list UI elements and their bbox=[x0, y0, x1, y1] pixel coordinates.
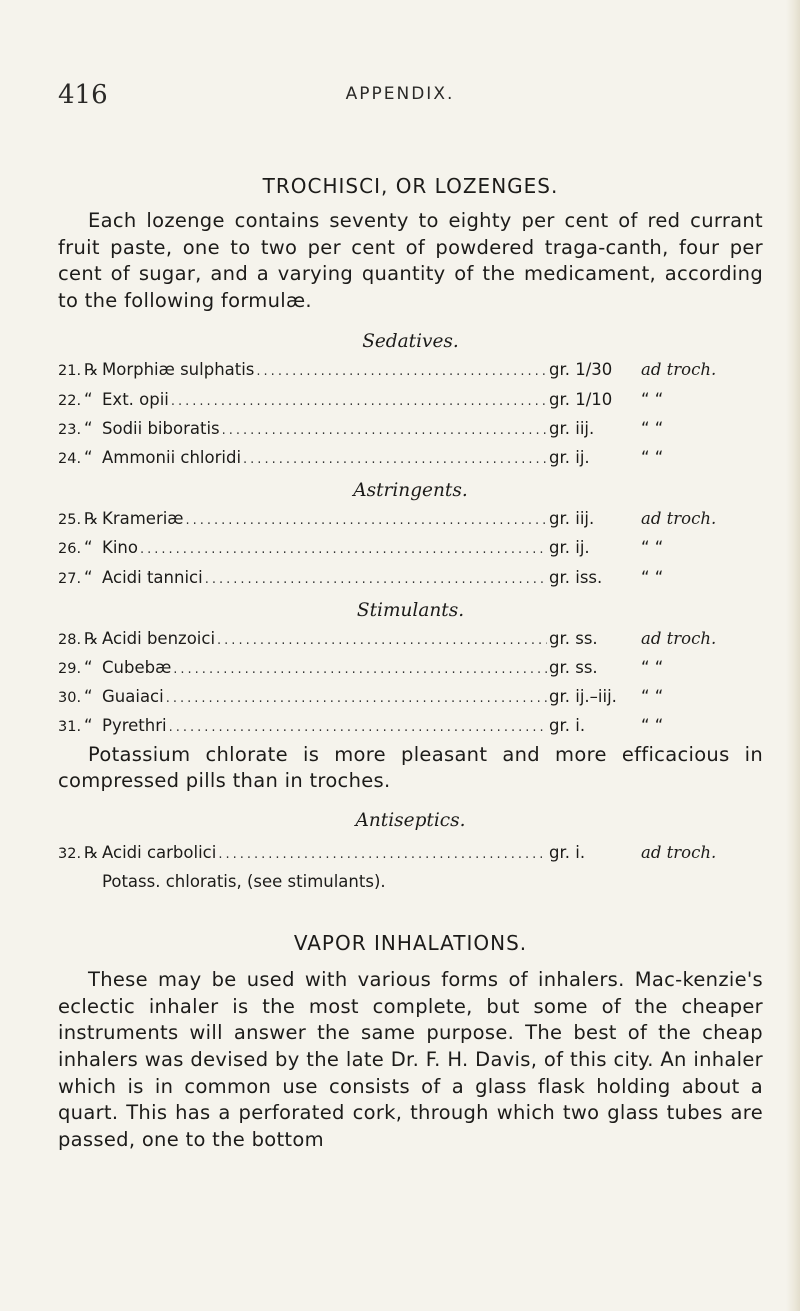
drug-name: Kino bbox=[102, 538, 138, 558]
formula-number: 26. bbox=[58, 541, 82, 558]
drug-dose: gr. ij. bbox=[549, 447, 590, 467]
dose-suffix: “ “ bbox=[641, 658, 664, 677]
dose-suffix-text: ad troch. bbox=[641, 628, 717, 648]
drug-name: Ext. opii bbox=[102, 389, 169, 409]
formula-number: 29. bbox=[58, 661, 82, 677]
formula-number: 31. bbox=[58, 719, 82, 736]
drug-dose: gr. ij. bbox=[549, 538, 590, 558]
dose-suffix-text: ad troch. bbox=[641, 509, 717, 529]
formula-row bbox=[58, 534, 763, 563]
dose-suffix: “ “ bbox=[641, 447, 664, 467]
vapor-title: VAPOR INHALATIONS. bbox=[293, 931, 528, 956]
drug-dose: gr. i. bbox=[549, 716, 586, 736]
formula-row bbox=[58, 654, 763, 683]
drug-name: Sodii biboratis bbox=[102, 418, 220, 438]
dose-suffix: “ “ bbox=[641, 418, 664, 438]
ditto-mark: “ bbox=[84, 447, 93, 467]
leader-dots bbox=[186, 507, 547, 534]
formula-row bbox=[58, 839, 763, 868]
formula-number: 24. bbox=[58, 450, 82, 467]
page-header bbox=[0, 78, 800, 118]
stimulants-note: Potassium chlorate is more pleasant and more efficacious in compressed pills than in troches. bbox=[58, 742, 763, 793]
drug-name: Pyrethri bbox=[102, 716, 167, 736]
dose-suffix: “ “ bbox=[641, 687, 664, 707]
leader-dots bbox=[218, 841, 547, 868]
formula-number: 25. bbox=[58, 512, 82, 529]
formula-row bbox=[58, 712, 763, 741]
dose-suffix-text: ad troch. bbox=[641, 842, 717, 862]
drug-name: Acidi benzoici bbox=[102, 628, 216, 648]
drug-dose: gr. ij.–iij. bbox=[549, 687, 617, 707]
ditto-mark: “ bbox=[84, 658, 93, 677]
leader-dots bbox=[166, 685, 547, 712]
formula-number: 28. bbox=[58, 631, 82, 648]
formula-row bbox=[58, 683, 763, 712]
running-head: APPENDIX. bbox=[345, 84, 455, 104]
formula-number: 30. bbox=[58, 690, 82, 707]
drug-dose: gr. ss. bbox=[549, 658, 598, 677]
dose-suffix: “ “ bbox=[641, 567, 664, 587]
drug-name: Acidi carbolici bbox=[102, 842, 217, 862]
drug-dose: gr. i. bbox=[549, 842, 586, 862]
section-heading-antiseptics: Antiseptics. bbox=[355, 809, 466, 831]
section-heading-stimulants: Stimulants. bbox=[356, 599, 465, 621]
dose-suffix: “ “ bbox=[641, 538, 664, 558]
formula-list-sedatives bbox=[58, 356, 763, 473]
vapor-text: These may be used with various forms of inhalers. Mac-kenzie's eclectic inhaler is the most complete, but some of the cheaper instruments will answer the same purpose. The best of the cheap inhalers was devised by the late Dr. F. H. Davis, of this city. An inhaler which is in common use consists of a glass flask holding about a quart. This has a perforated cork, through which two glass tubes are passed, one to the bottom bbox=[58, 968, 763, 1151]
drug-name: Cubebæ bbox=[102, 658, 172, 677]
page-number: 416 bbox=[58, 80, 108, 110]
formula-row bbox=[58, 444, 763, 473]
formula-number: 21. bbox=[58, 363, 82, 380]
lozenges-intro: Each lozenge contains seventy to eighty per cent of red currant fruit paste, one to two per cent of powdered traga-canth, four per cent of sugar, and a varying quantity of the medicament, according to the following formulæ. bbox=[58, 209, 763, 312]
drug-name: Ammonii chloridi bbox=[102, 447, 242, 467]
drug-dose: gr. 1/30 bbox=[549, 360, 613, 380]
drug-name: Guaiaci bbox=[102, 687, 164, 707]
dose-suffix bbox=[641, 625, 763, 652]
page-edge-shadow bbox=[786, 0, 800, 1311]
ditto-mark: “ bbox=[84, 418, 93, 438]
rx-symbol: ℞ bbox=[84, 360, 99, 380]
drug-dose: gr. iij. bbox=[549, 418, 595, 438]
formula-list-astringents bbox=[58, 505, 763, 593]
formula-row bbox=[58, 564, 763, 593]
leader-dots bbox=[171, 388, 547, 415]
formula-extra-line: Potass. chloratis, (see stimulants). bbox=[102, 872, 386, 891]
dose-suffix-text: ad troch. bbox=[641, 360, 717, 380]
formula-row bbox=[58, 415, 763, 444]
drug-dose: gr. iss. bbox=[549, 567, 603, 587]
section-heading-sedatives: Sedatives. bbox=[362, 331, 459, 353]
formula-row bbox=[58, 386, 763, 415]
page-content bbox=[58, 172, 763, 1153]
leader-dots bbox=[222, 417, 547, 444]
leader-dots bbox=[169, 714, 547, 741]
dose-suffix: “ “ bbox=[641, 389, 664, 409]
dose-suffix bbox=[641, 839, 763, 866]
dose-suffix bbox=[641, 356, 763, 383]
formula-number: 27. bbox=[58, 570, 82, 587]
ditto-mark: “ bbox=[84, 538, 93, 558]
ditto-mark: “ bbox=[84, 389, 93, 409]
rx-symbol: ℞ bbox=[84, 509, 99, 529]
drug-name: Morphiæ sulphatis bbox=[102, 360, 255, 380]
rx-symbol: ℞ bbox=[84, 842, 99, 862]
drug-dose: gr. ss. bbox=[549, 628, 598, 648]
ditto-mark: “ bbox=[84, 687, 93, 707]
rx-symbol: ℞ bbox=[84, 628, 99, 648]
formula-number: 23. bbox=[58, 421, 82, 438]
drug-name: Acidi tannici bbox=[102, 567, 203, 587]
leader-dots bbox=[140, 536, 547, 563]
formula-list-antiseptics bbox=[58, 839, 763, 895]
formula-row bbox=[58, 625, 763, 654]
drug-dose: gr. 1/10 bbox=[549, 389, 613, 409]
section-heading-astringents: Astringents. bbox=[353, 480, 468, 502]
drug-name: Krameriæ bbox=[102, 509, 184, 529]
formula-list-stimulants bbox=[58, 625, 763, 742]
dose-suffix: “ “ bbox=[641, 716, 664, 736]
lozenges-title: TROCHISCI, OR LOZENGES. bbox=[262, 174, 559, 198]
drug-dose: gr. iij. bbox=[549, 509, 595, 529]
leader-dots bbox=[173, 656, 547, 683]
formula-number: 22. bbox=[58, 392, 82, 409]
leader-dots bbox=[243, 446, 547, 473]
formula-row bbox=[58, 505, 763, 534]
formula-row bbox=[58, 356, 763, 385]
ditto-mark: “ bbox=[84, 716, 93, 736]
dose-suffix bbox=[641, 505, 763, 532]
ditto-mark: “ bbox=[84, 567, 93, 587]
leader-dots bbox=[256, 358, 547, 385]
leader-dots bbox=[205, 566, 547, 593]
formula-number: 32. bbox=[58, 845, 82, 862]
leader-dots bbox=[217, 627, 547, 654]
